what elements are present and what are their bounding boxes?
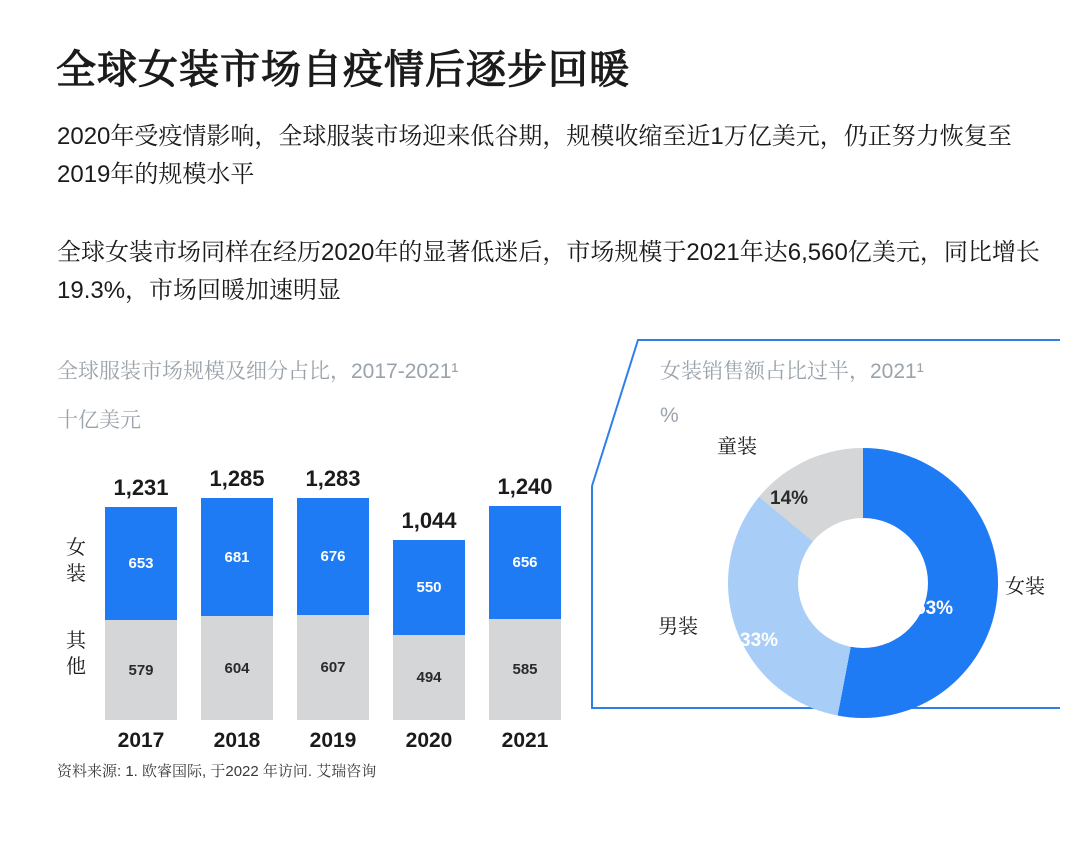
stacked-bar-chart bbox=[57, 440, 617, 760]
bar-x-label: 2020 bbox=[405, 729, 453, 752]
donut-ring bbox=[728, 448, 998, 718]
bar-segment-other[interactable]: 579 bbox=[105, 620, 177, 720]
bar-x-label: 2021 bbox=[501, 729, 549, 752]
donut-value-men: 33% bbox=[740, 630, 779, 651]
bar-segment-other[interactable]: 585 bbox=[489, 619, 561, 720]
bar-total-label: 1,240 bbox=[497, 474, 553, 499]
donut-label-women: 女装 bbox=[1005, 576, 1045, 598]
bar-x-label: 2019 bbox=[309, 729, 357, 752]
donut-label-kids: 童装 bbox=[717, 436, 757, 458]
right-chart-unit: % bbox=[660, 404, 679, 427]
donut-value-kids: 14% bbox=[770, 488, 809, 509]
bar-segment-women[interactable]: 656 bbox=[489, 506, 561, 619]
bar-total-label: 1,231 bbox=[113, 475, 169, 500]
bar-segment-other[interactable]: 604 bbox=[201, 616, 273, 720]
bar-group[interactable] bbox=[393, 508, 465, 752]
donut-label-men: 男装 bbox=[658, 616, 698, 638]
left-chart-unit: 十亿美元 bbox=[57, 409, 141, 432]
bar-x-label: 2017 bbox=[117, 729, 165, 752]
bar-segment-other[interactable]: 494 bbox=[393, 635, 465, 720]
bar-group[interactable] bbox=[297, 466, 369, 752]
bar-total-label: 1,285 bbox=[209, 466, 265, 491]
bar-group[interactable] bbox=[105, 475, 177, 752]
bar-segment-women[interactable]: 681 bbox=[201, 498, 273, 616]
donut-value-women: 53% bbox=[915, 598, 954, 619]
right-chart-heading: 女装销售额占比过半，2021¹ bbox=[660, 360, 924, 383]
intro-paragraph-2: 全球女装市场同样在经历2020年的显著低迷后，市场规模于2021年达6,560亿美元，同比增长19.3%，市场回暖加速明显 bbox=[57, 239, 1040, 304]
bar-group[interactable] bbox=[489, 474, 561, 752]
bar-total-label: 1,283 bbox=[305, 466, 361, 491]
bar-legend-women: 女 装 bbox=[66, 537, 86, 585]
donut-chart bbox=[660, 430, 1060, 760]
bar-legend-other: 其 他 bbox=[66, 630, 86, 678]
bar-segment-women[interactable]: 550 bbox=[393, 540, 465, 635]
bar-total-label: 1,044 bbox=[401, 508, 457, 533]
left-chart-heading: 全球服装市场规模及细分占比，2017-2021¹ bbox=[57, 360, 459, 383]
page-title: 全球女装市场自疫情后逐步回暖 bbox=[56, 48, 630, 92]
bar-segment-women[interactable]: 676 bbox=[297, 498, 369, 615]
bar-x-label: 2018 bbox=[213, 729, 261, 752]
bar-group[interactable] bbox=[201, 466, 273, 752]
bar-segment-other[interactable]: 607 bbox=[297, 615, 369, 720]
donut-hole bbox=[798, 518, 928, 648]
bar-segment-women[interactable]: 653 bbox=[105, 507, 177, 620]
source-note: 资料来源: 1. 欧睿国际, 于2022 年访问. 艾瑞咨询 bbox=[57, 763, 377, 780]
intro-paragraph-1: 2020年受疫情影响，全球服装市场迎来低谷期，规模收缩至近1万亿美元，仍正努力恢复至2019年的规模水平 bbox=[57, 123, 1012, 188]
